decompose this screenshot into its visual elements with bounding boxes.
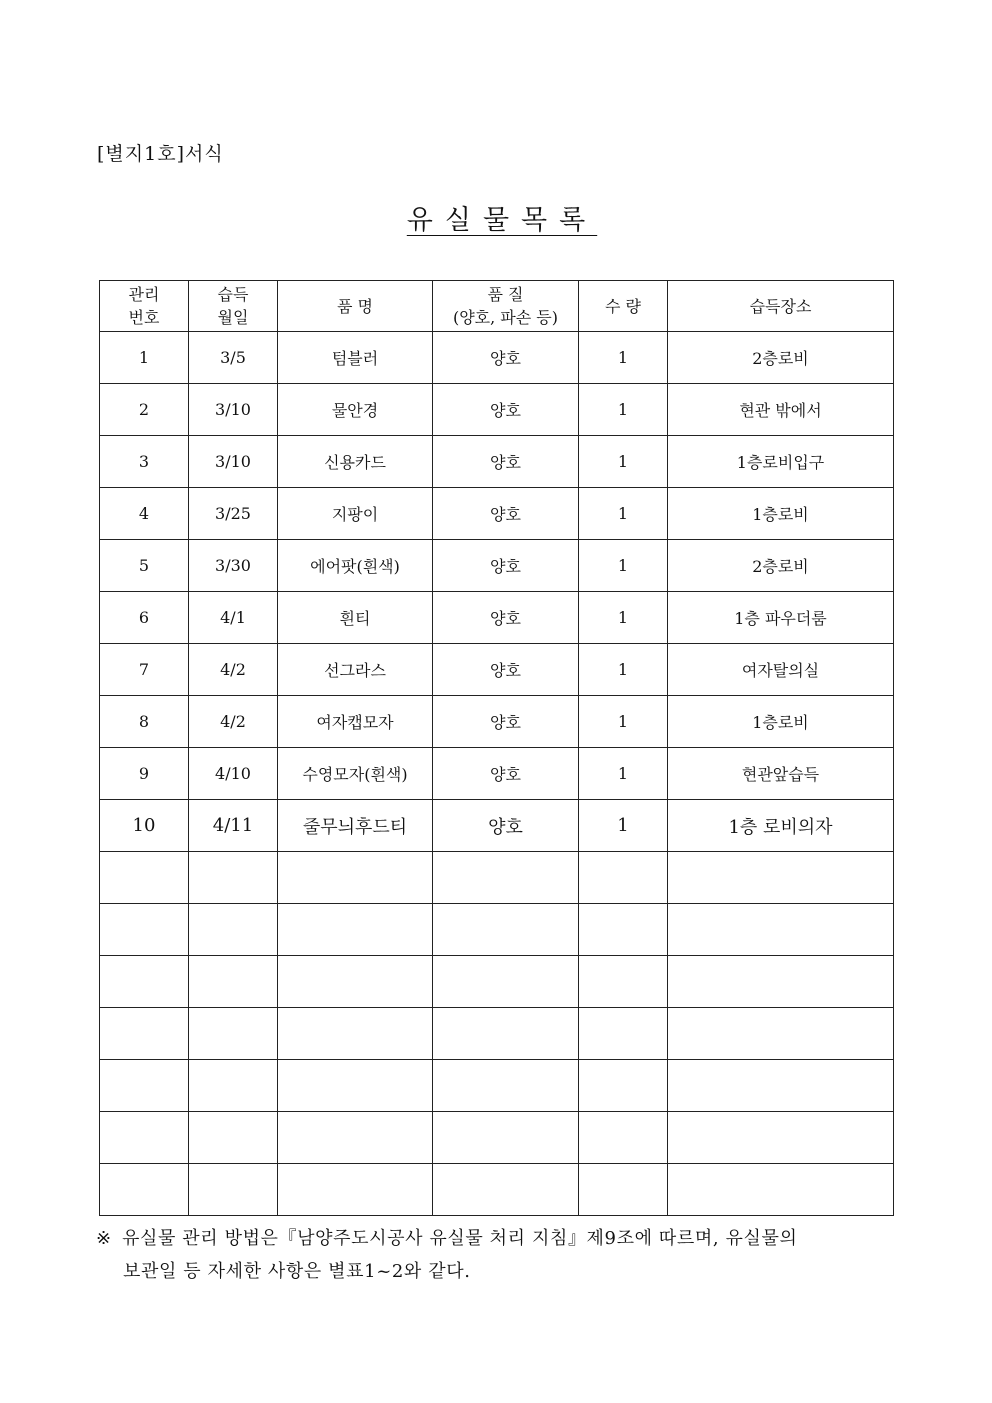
table-cell xyxy=(189,1164,278,1216)
table-cell xyxy=(668,1164,894,1216)
table-row xyxy=(100,956,894,1008)
table-cell xyxy=(100,1112,189,1164)
table-cell: 신용카드 xyxy=(278,436,433,488)
table-row xyxy=(100,384,894,436)
table-cell xyxy=(579,1008,668,1060)
table-cell: 4 xyxy=(100,488,189,540)
table-cell: 1 xyxy=(579,748,668,800)
footnote-line-2: 보관일 등 자세한 사항은 별표1~2와 같다. xyxy=(123,1261,471,1282)
table-cell: 3/10 xyxy=(189,384,278,436)
header-item-name: 품 명 xyxy=(278,281,433,332)
table-cell: 1 xyxy=(579,332,668,384)
table-cell: 4/2 xyxy=(189,696,278,748)
header-found-place: 습득장소 xyxy=(668,281,894,332)
table-row xyxy=(100,1008,894,1060)
table-row xyxy=(100,332,894,384)
table-cell xyxy=(100,904,189,956)
table-cell xyxy=(433,1164,579,1216)
table-cell: 줄무늬후드티 xyxy=(278,800,433,852)
table-cell xyxy=(189,1112,278,1164)
table-cell: 4/2 xyxy=(189,644,278,696)
header-condition: 품 질 (양호, 파손 등) xyxy=(433,281,579,332)
table-cell: 3/5 xyxy=(189,332,278,384)
table-cell: 2 xyxy=(100,384,189,436)
table-cell: 현관 밖에서 xyxy=(668,384,894,436)
table-cell xyxy=(189,1008,278,1060)
table-cell xyxy=(189,904,278,956)
table-cell: 양호 xyxy=(433,748,579,800)
table-row xyxy=(100,488,894,540)
table-cell xyxy=(100,852,189,904)
table-cell: 지팡이 xyxy=(278,488,433,540)
table-body xyxy=(100,332,894,1216)
table-cell: 양호 xyxy=(433,800,579,852)
table-cell: 10 xyxy=(100,800,189,852)
table-cell: 2층로비 xyxy=(668,540,894,592)
table-row xyxy=(100,904,894,956)
table-cell: 텀블러 xyxy=(278,332,433,384)
table-cell: 1 xyxy=(100,332,189,384)
table-cell xyxy=(433,904,579,956)
table-cell xyxy=(278,852,433,904)
table-cell xyxy=(100,1060,189,1112)
table-cell xyxy=(278,904,433,956)
table-row xyxy=(100,644,894,696)
table-cell xyxy=(278,1008,433,1060)
table-cell xyxy=(433,956,579,1008)
header-quantity: 수 량 xyxy=(579,281,668,332)
table-row xyxy=(100,592,894,644)
table-cell: 현관앞습득 xyxy=(668,748,894,800)
table-cell: 3 xyxy=(100,436,189,488)
table-cell: 9 xyxy=(100,748,189,800)
table-cell xyxy=(668,1112,894,1164)
table-cell: 양호 xyxy=(433,644,579,696)
table-cell: 6 xyxy=(100,592,189,644)
table-cell: 흰티 xyxy=(278,592,433,644)
table-cell: 여자캡모자 xyxy=(278,696,433,748)
table-cell xyxy=(278,956,433,1008)
lost-items-table xyxy=(99,280,894,1216)
header-found-date: 습득 월일 xyxy=(189,281,278,332)
table-cell xyxy=(189,852,278,904)
table-cell: 1 xyxy=(579,384,668,436)
header-manage-number: 관리 번호 xyxy=(100,281,189,332)
table-row xyxy=(100,1112,894,1164)
table-cell xyxy=(579,1060,668,1112)
table-cell xyxy=(579,1164,668,1216)
table-cell xyxy=(278,1164,433,1216)
table-cell: 양호 xyxy=(433,332,579,384)
table-cell: 3/25 xyxy=(189,488,278,540)
table-cell xyxy=(433,1112,579,1164)
table-cell: 양호 xyxy=(433,436,579,488)
table-cell xyxy=(668,904,894,956)
table-cell: 양호 xyxy=(433,384,579,436)
table-row xyxy=(100,696,894,748)
table-cell: 1 xyxy=(579,800,668,852)
table-cell xyxy=(433,852,579,904)
table-cell xyxy=(278,1060,433,1112)
table-row xyxy=(100,436,894,488)
table-cell xyxy=(100,1008,189,1060)
table-cell: 선그라스 xyxy=(278,644,433,696)
table-row xyxy=(100,800,894,852)
table-cell: 7 xyxy=(100,644,189,696)
table-cell: 1층로비 xyxy=(668,696,894,748)
table-cell xyxy=(433,1008,579,1060)
table-cell: 1 xyxy=(579,488,668,540)
table-row xyxy=(100,540,894,592)
table-cell: 물안경 xyxy=(278,384,433,436)
footnote xyxy=(96,1222,896,1288)
table-cell: 4/10 xyxy=(189,748,278,800)
table-cell: 1층로비입구 xyxy=(668,436,894,488)
table-cell: 4/1 xyxy=(189,592,278,644)
table-cell xyxy=(668,956,894,1008)
table-cell: 에어팟(흰색) xyxy=(278,540,433,592)
table-cell: 1층로비 xyxy=(668,488,894,540)
table-cell: 양호 xyxy=(433,696,579,748)
table-row xyxy=(100,1164,894,1216)
table-cell: 1 xyxy=(579,540,668,592)
table-cell xyxy=(579,904,668,956)
document-title: 유실물목록 xyxy=(406,205,598,236)
table-cell: 3/10 xyxy=(189,436,278,488)
table-cell xyxy=(579,956,668,1008)
table-cell: 양호 xyxy=(433,540,579,592)
table-cell xyxy=(668,852,894,904)
reference-mark: ※ xyxy=(96,1228,112,1249)
table-cell: 여자탈의실 xyxy=(668,644,894,696)
table-cell xyxy=(579,1112,668,1164)
footnote-line-1: ※ 유실물 관리 방법은『남양주도시공사 유실물 처리 지침』제9조에 따르며, 유실물의 xyxy=(96,1222,896,1255)
table-cell xyxy=(668,1060,894,1112)
table-cell: 4/11 xyxy=(189,800,278,852)
table-cell: 양호 xyxy=(433,488,579,540)
table-cell: 1 xyxy=(579,436,668,488)
table-cell: 1 xyxy=(579,696,668,748)
document-title-wrap xyxy=(0,198,992,237)
table-cell xyxy=(100,956,189,1008)
table-cell: 1 xyxy=(579,644,668,696)
table-row xyxy=(100,1060,894,1112)
table-row xyxy=(100,852,894,904)
table-cell: 8 xyxy=(100,696,189,748)
table-cell xyxy=(189,956,278,1008)
table-cell: 2층로비 xyxy=(668,332,894,384)
form-label: [별지1호]서식 xyxy=(97,143,224,165)
table-cell: 1 xyxy=(579,592,668,644)
table-row xyxy=(100,748,894,800)
table-cell: 1층 파우더룸 xyxy=(668,592,894,644)
table-cell xyxy=(433,1060,579,1112)
table-cell: 1층 로비의자 xyxy=(668,800,894,852)
table-cell xyxy=(579,852,668,904)
table-cell: 3/30 xyxy=(189,540,278,592)
table-cell: 양호 xyxy=(433,592,579,644)
table-cell xyxy=(278,1112,433,1164)
table-cell xyxy=(100,1164,189,1216)
table-cell xyxy=(668,1008,894,1060)
table-cell: 5 xyxy=(100,540,189,592)
table-cell: 수영모자(흰색) xyxy=(278,748,433,800)
table-cell xyxy=(189,1060,278,1112)
table-header-row xyxy=(100,281,894,332)
